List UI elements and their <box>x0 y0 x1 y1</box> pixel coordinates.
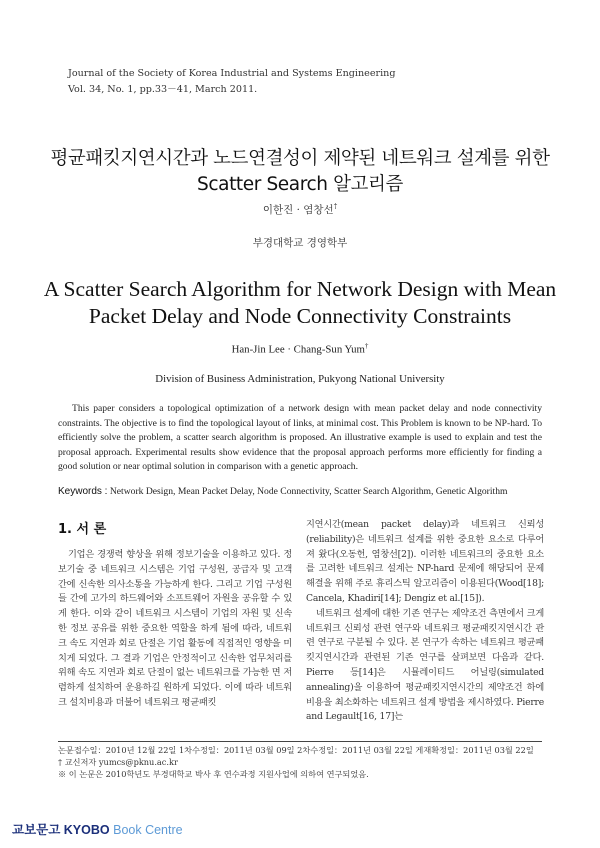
corresponding-mark: † <box>333 202 338 211</box>
journal-header <box>68 66 396 98</box>
watermark-suffix: Book Centre <box>113 823 183 837</box>
title-english-line2: Packet Delay and Node Connectivity Constraints <box>88 304 512 328</box>
title-english <box>0 276 600 330</box>
authors-korean-names: 이한진 · 염창선 <box>262 204 334 216</box>
body-left-column: 기업은 경쟁력 향상을 위해 정보기술을 이용하고 있다. 정보기술 중 네트워크 시스템은 기업 구성원, 공급자 및 고객 간에 신속한 의사소통을 가능하게 한다. 그리고 기업 구성원들 간에 고가의 하드웨어와 소프트웨어 자원을 공유할 수 있게 한다. 이와 같이 네트워크 시스템이 기업의 자원 및 신속한 정보 공유를 위한 중요한 역할을 하게 됨에 따라, 네트워크 속도 지연과 회로 단절은 기업 활동에 직접적인 영향을 미치게 되었다. 그 결과 기업은 안정적이고 신속한 업무처리를 위해 속도 지연과 회로 단절이 없는 네트워크를 가능한 면 저렴하게 설치하여 운용하길 원하게 되었다. 이에 따라 네트워크 설치비용과 더불어 네트워크 평균패킷 <box>58 549 292 708</box>
footnote-funding: ※ 이 논문은 2010학년도 부경대학교 박사 후 연수과정 지원사업에 의하여 연구되었음. <box>58 769 369 779</box>
authors-english <box>0 342 600 356</box>
affiliation-korean: 부경대학교 경영학부 <box>252 237 348 249</box>
keywords <box>58 486 548 497</box>
keywords-label: Keywords : <box>58 486 108 497</box>
kyobo-watermark-logo <box>12 820 183 838</box>
title-korean <box>0 146 600 198</box>
title-english-line1: A Scatter Search Algorithm for Network Design with Mean <box>43 277 557 301</box>
footnote-divider <box>58 741 542 742</box>
body-paragraph: 지연시간(mean packet delay)과 네트워크 신뢰성(reliability)은 네트워크 설계를 위한 중요한 요소로 다루어져 왔다(오동헌, 염창선[2]). 이러한 네트워크의 중요한 요소를 고려한 네트워크 설계는 NP-hard 문제에 해당되어 문제 해결을 위해 주로 휴리스틱 알고리즘이 이용된다(Wood[18]; Cancela, Khadiri[14]; Dengiz et al.[15]). <box>306 519 544 604</box>
authors-korean <box>0 202 600 217</box>
journal-name: Journal of the Society of Korea Industrial and Systems Engineering <box>68 68 396 79</box>
title-korean-line1: 평균패킷지연시간과 노드연결성이 제약된 네트워크 설계를 위한 <box>50 148 550 169</box>
section-heading-introduction: 1. 서 론 <box>58 522 107 537</box>
title-korean-line2: Scatter Search 알고리즘 <box>197 174 403 195</box>
keywords-text: Network Design, Mean Packet Delay, Node Connectivity, Scatter Search Algorithm, Genetic Algorithm <box>109 486 508 497</box>
affiliation-english: Division of Business Administration, Pukyong National University <box>155 373 445 385</box>
body-paragraph: 네트워크 설계에 대한 기존 연구는 제약조건 측면에서 크게 네트워크 신뢰성 관련 연구와 네트워크 평균패킷지연시간 관련 연구로 구분될 수 있다. 본 연구가 속하는 네트워크 평균패킷지연시간과 관련된 기존 연구를 살펴보면 다음과 같다. Pierre 등[14]은 시뮬레이티드 어닐링(simulated annealing)을 이용하여 평균패킷지연시간의 제약조건 하에 비용을 최소화하는 네트워크 설계 방법을 제시하였다. Pierre and Legault[16, 17]는 <box>306 607 544 723</box>
watermark-brand: 교보문고 KYOBO <box>12 823 110 837</box>
corresponding-mark-en: † <box>364 342 369 350</box>
journal-volume: Vol. 34, No. 1, pp.33－41, March 2011. <box>68 84 258 95</box>
footnote-corresponding: † 교신저자 yumcs@pknu.ac.kr <box>58 757 178 767</box>
body-right-column <box>306 518 544 725</box>
authors-english-names: Han-Jin Lee · Chang-Sun Yum <box>231 343 365 356</box>
footnote-dates: 논문접수일：2010년 12월 22일 1차수정일：2011년 03월 09일 2차수정일：2011년 03월 22일 게재확정일：2011년 03월 22일 <box>58 745 534 755</box>
abstract: This paper considers a topological optimization of a network design with mean packet delay and node connectivity constraints. The objective is to find the topological layout of links, at minimal cost. This Problem is known to be NP-hard. To efficiently solve the problem, a scatter search algorithm is proposed. An illustrative example is used to explain and test the proposal approach. Experimental results show evidence that the proposal approach performs more efficiently for finding a good solution or near optimal solution in comparison with a genetic approach. <box>58 403 542 472</box>
